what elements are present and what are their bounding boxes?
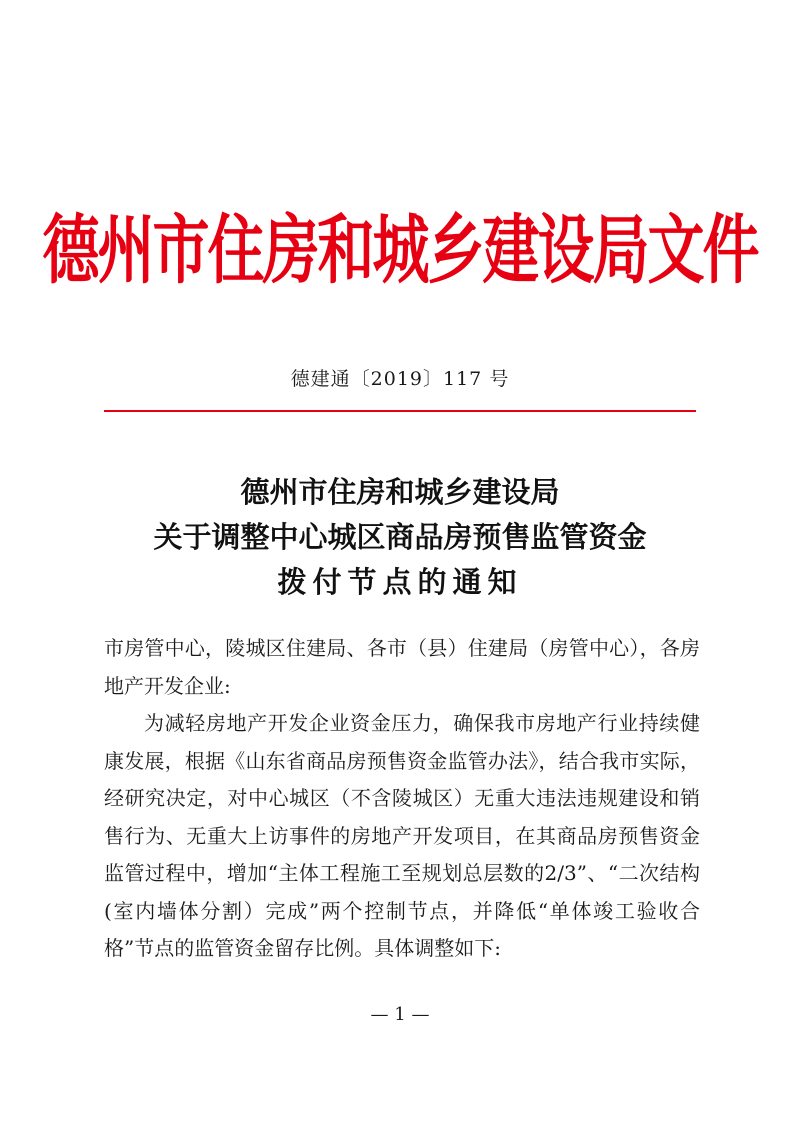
notice-title-line-1: 德州市住房和城乡建设局 (240, 475, 560, 509)
notice-title-line-3: 拨付节点的通知 (277, 565, 523, 599)
red-divider-line (104, 410, 696, 412)
document-number: 德建通〔2019〕117 号 (290, 368, 510, 390)
document-header-title: 德州市住房和城乡建设局文件 (42, 207, 758, 295)
page-number: — 1 — (370, 1004, 430, 1025)
recipients-paragraph: 市房管中心，陵城区住建局、各市（县）住建局（房管中心），各房地产开发企业: (104, 636, 700, 698)
notice-title (0, 470, 800, 605)
body-paragraph: 为减轻房地产开发企业资金压力，确保我市房地产行业持续健康发展，根据《山东省商品房预售资金监管办法》，结合我市实际，经研究决定，对中心城区（不含陵城区）无重大违法违规建设和销售行为、无重大上访事件的房地产开发项目，在其商品房预售资金监管过程中，增加“主体工程施工至规划总层数的2/3”、“二次结构(室内墙体分割）完成”两个控制节点，并降低“单体竣工验收合格”节点的监管资金留存比例。具体调整如下: (104, 711, 700, 960)
notice-title-line-2: 关于调整中心城区商品房预售监管资金 (153, 520, 647, 554)
document-body (104, 630, 700, 968)
